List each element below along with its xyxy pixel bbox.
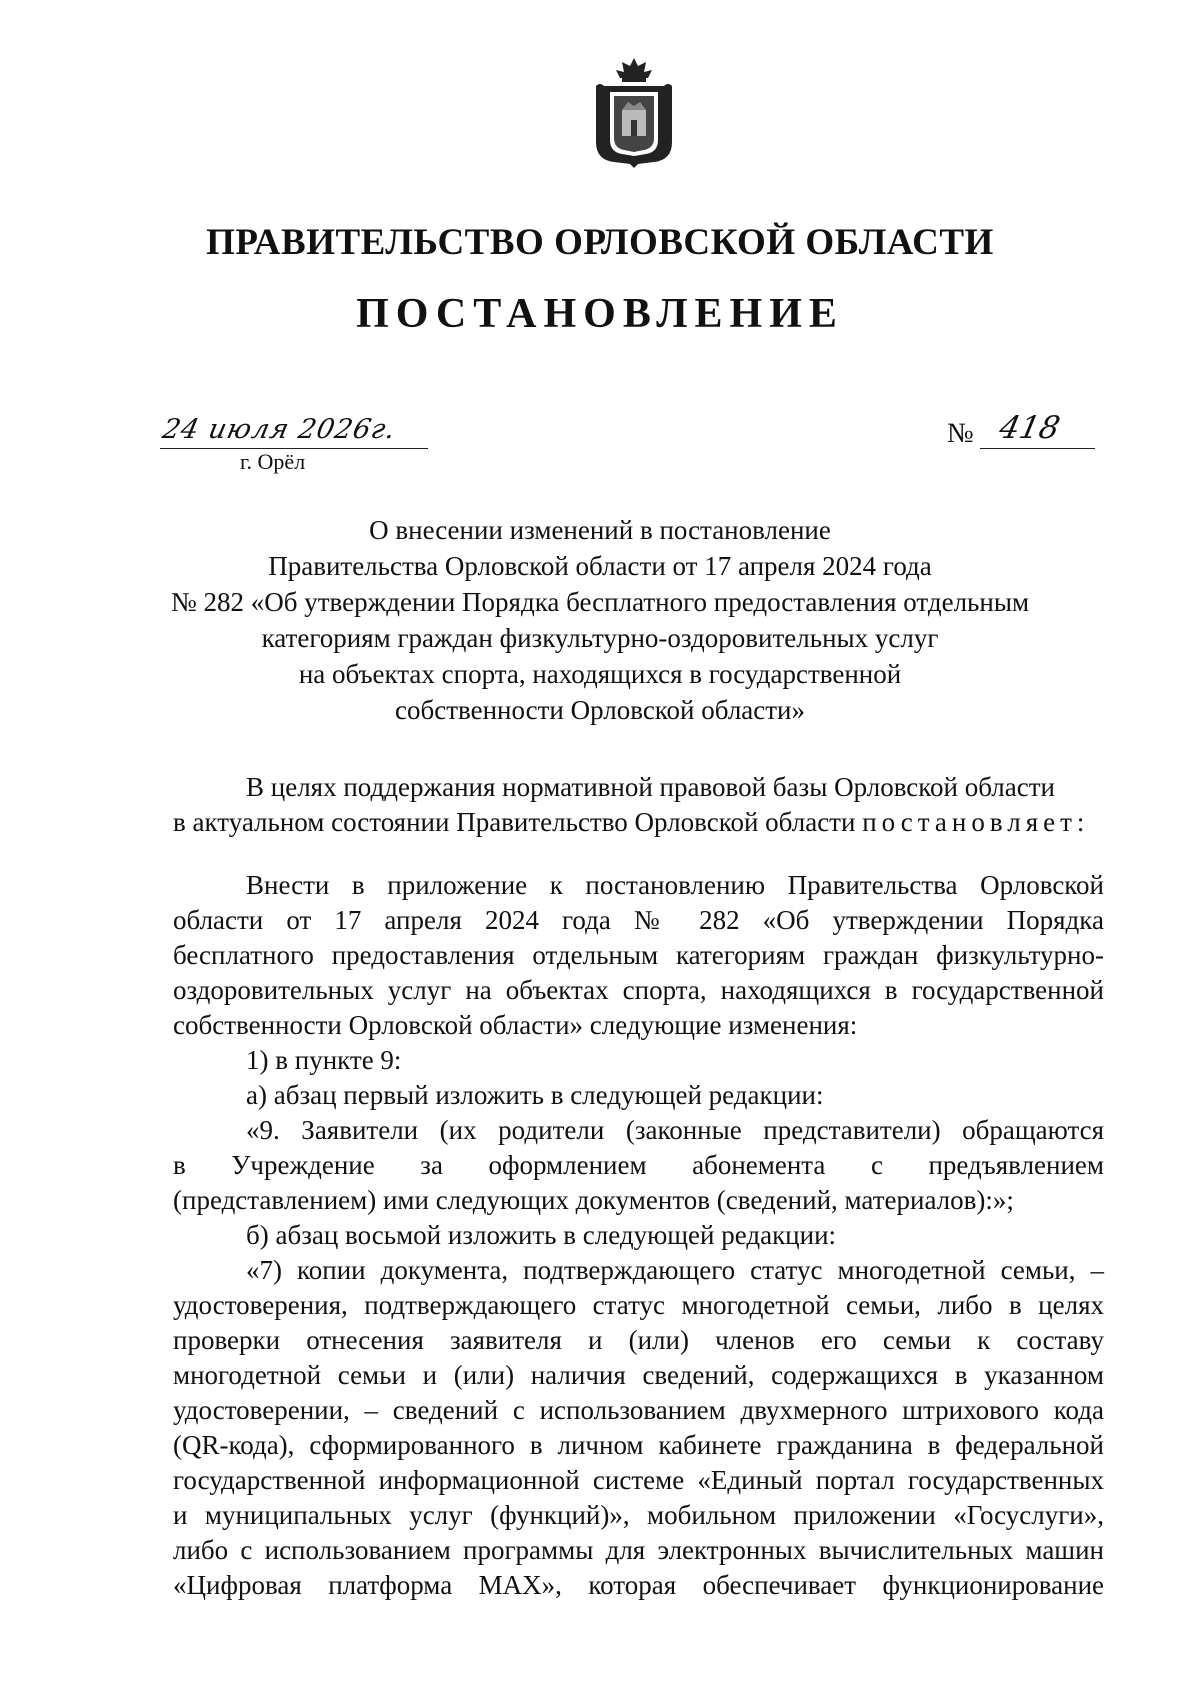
body-line: (представлением) ими следующих документов (сведений, материалов):»; xyxy=(173,1185,1014,1215)
body-line: б) абзац восьмой изложить в следующей редакции: xyxy=(246,1220,837,1250)
government-name: ПРАВИТЕЛЬСТВО ОРЛОВСКОЙ ОБЛАСТИ xyxy=(206,222,994,263)
title-line: собственности Орловской области» xyxy=(394,695,806,725)
preamble-line: В целях поддержания нормативной правовой базы Орловской области xyxy=(246,772,1055,802)
title-line: категориям граждан физкультурно-оздоровительных услуг xyxy=(261,623,939,653)
document-title xyxy=(140,512,1060,728)
body-line: проверки отнесения заявителя и (или) членов его семьи к составу xyxy=(173,1325,1104,1355)
body-line: Внести в приложение к постановлению Правительства Орловской xyxy=(246,870,1104,900)
body-line: многодетной семьи и (или) наличия сведений, содержащихся в указанном xyxy=(173,1360,1104,1390)
number-label: № xyxy=(947,418,974,449)
preamble-line xyxy=(173,805,1104,840)
title-line: Правительства Орловской области от 17 апреля 2024 года xyxy=(268,551,932,581)
number-underline xyxy=(980,448,1095,449)
body-line: государственной информационной системе «Единый портал государственных xyxy=(173,1465,1104,1495)
body-line: «Цифровая платформа MAX», которая обеспечивает функционирование xyxy=(173,1570,1104,1600)
paragraph-gap xyxy=(173,840,1104,868)
body-line: собственности Орловской области» следующие изменения: xyxy=(173,1010,858,1040)
title-line: О внесении изменений в постановление xyxy=(369,515,831,545)
body-line: оздоровительных услуг на объектах спорта, находящихся в государственной xyxy=(173,975,1104,1005)
body-line: 1) в пункте 9: xyxy=(246,1045,402,1075)
title-line: № 282 «Об утверждении Порядка бесплатного предоставления отдельным xyxy=(170,587,1030,617)
body-line: «7) копии документа, подтверждающего статус многодетной семьи, – xyxy=(246,1255,1104,1285)
coat-of-arms-emblem xyxy=(592,56,676,170)
body-line: и муниципальных услуг (функций)», мобильном приложении «Госуслуги», xyxy=(173,1500,1104,1530)
body-line: либо с использованием программы для электронных вычислительных машин xyxy=(173,1535,1104,1565)
body-line: бесплатного предоставления отдельным категориям граждан физкультурно- xyxy=(173,940,1104,970)
body-line: удостоверения, подтверждающего статус многодетной семьи, либо в целях xyxy=(173,1290,1104,1320)
body-line: области от 17 апреля 2024 года № 282 «Об утверждении Порядка xyxy=(173,905,1104,935)
document-body xyxy=(173,770,1104,1603)
title-line: на объектах спорта, находящихся в государственной xyxy=(298,659,902,689)
body-line: «9. Заявители (их родители (законные представители) обращаются xyxy=(246,1115,1104,1145)
handwritten-date: 24 июля 2026г. xyxy=(159,414,399,445)
body-line: а) абзац первый изложить в следующей редакции: xyxy=(246,1080,824,1110)
city: г. Орёл xyxy=(240,449,306,474)
preamble-text: в актуальном состоянии Правительство Орловской области xyxy=(173,807,863,837)
document-type-heading: ПОСТАНОВЛЕНИЕ xyxy=(356,291,844,337)
body-line: удостоверении, – сведений с использованием двухмерного штрихового кода xyxy=(173,1395,1104,1425)
handwritten-number: 418 xyxy=(996,410,1063,446)
resolves-keyword: постановляет: xyxy=(862,807,1090,837)
body-line: (QR-кода), сформированного в личном кабинете гражданина в федеральной xyxy=(173,1430,1104,1460)
body-line: в Учреждение за оформлением абонемента с предъявлением xyxy=(173,1150,1104,1180)
